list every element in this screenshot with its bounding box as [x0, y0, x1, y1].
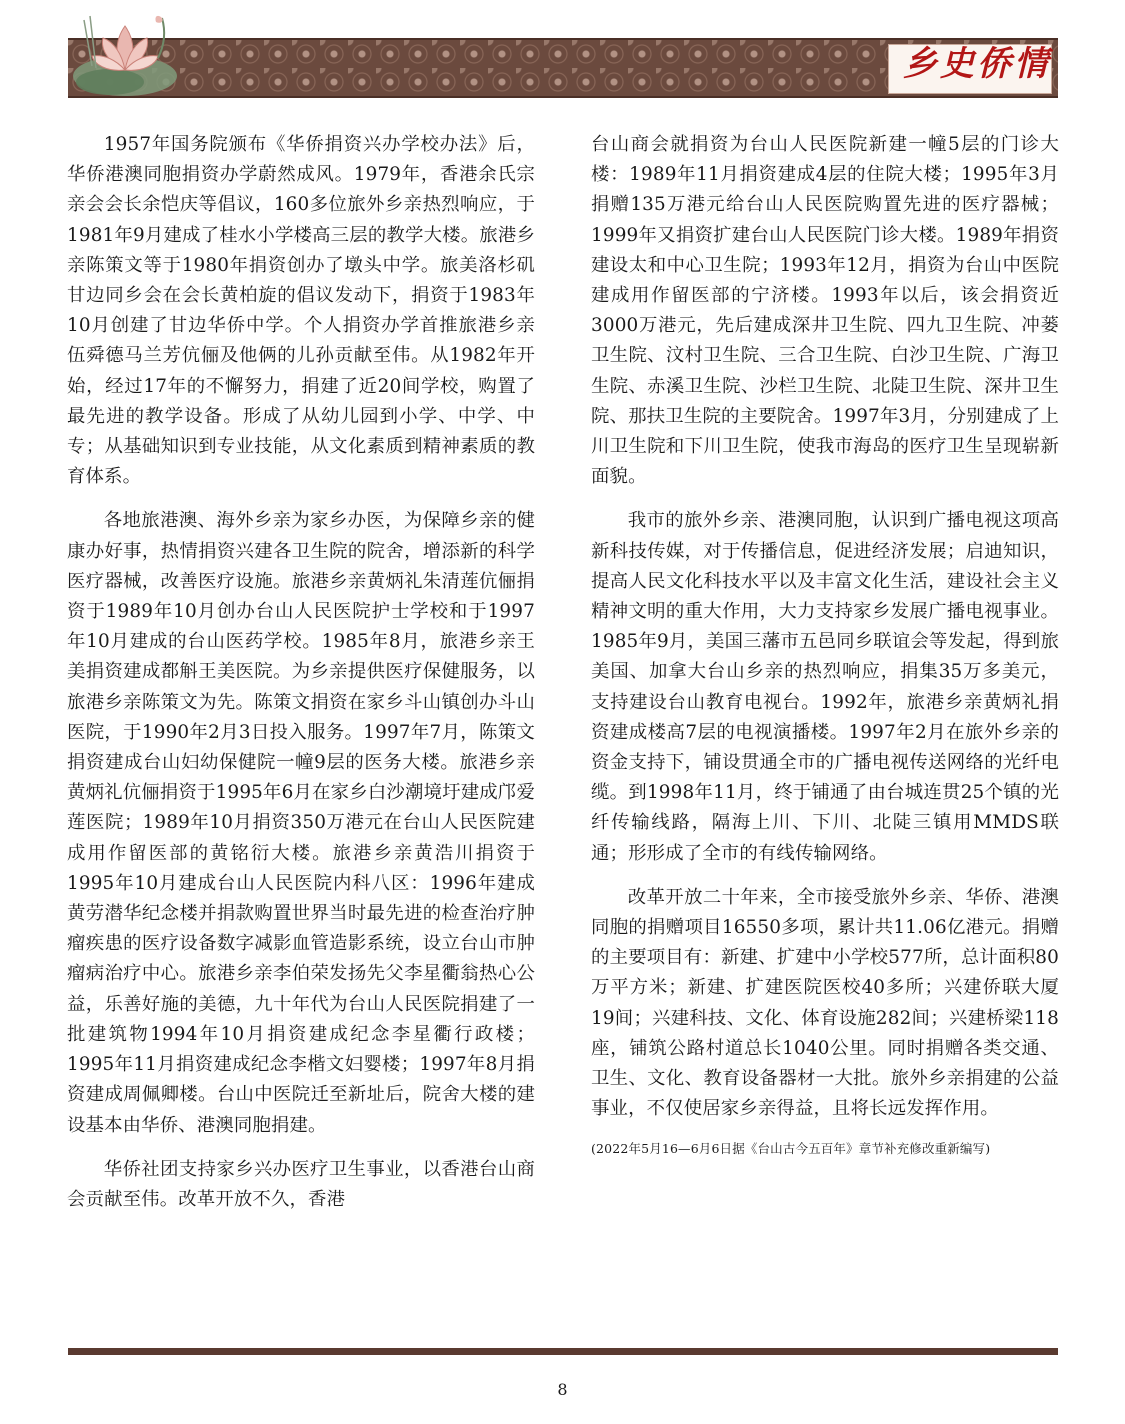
paragraph: 各地旅港澳、海外乡亲为家乡办医，为保障乡亲的健康办好事，热情捐资兴建各卫生院的院舍，增添新的科学医疗器械，改善医疗设施。旅港乡亲黄炳礼朱清莲伉俪捐资于1989年10月创办台山人民医院护士学校和于1997年10月建成的台山医药学校。1985年8月，旅港乡亲王美捐资建成都斛王美医院。为乡亲提供医疗保健服务，以旅港乡亲陈策文为先。陈策文捐资在家乡斗山镇创办斗山医院，于1990年2月3日投入服务。1997年7月，陈策文捐资建成台山妇幼保健院一幢9层的医务大楼。旅港乡亲黄炳礼伉俪捐资于1995年6月在家乡白沙潮境圩建成邝爱莲医院；1989年10月捐资350万港元在台山人民医院建成用作留医部的黄铭衍大楼。旅港乡亲黄浩川捐资于1995年10月建成台山人民医院内科八区：1996年建成黄劳潜华纪念楼并捐款购置世界当时最先进的检查治疗肿瘤疾患的医疗设备数字减影血管造影系统，设立台山市肿瘤病治疗中心。旅港乡亲李伯荣发扬先父李星衢翁热心公益，乐善好施的美德，九十年代为台山人民医院捐建了一批建筑物1994年10月捐资建成纪念李星衢行政楼；1995年11月捐资建成纪念李楷文妇婴楼；1997年8月捐资建成周佩卿楼。台山中医院迁至新址后，院舍大楼的建设基本由华侨、港澳同胞捐建。	[67, 510, 535, 1136]
paragraph: 1957年国务院颁布《华侨捐资兴办学校办法》后，华侨港澳同胞捐资办学蔚然成风。1979年，香港余氏宗亲会会长余恺庆等倡议，160多位旅外乡亲热烈响应，于1981年9月建成了桂水小学楼高三层的教学大楼。旅港乡亲陈策文等于1980年捐资创办了墩头中学。旅美洛杉矶甘边同乡会在会长黄柏旋的倡议发动下，捐资于1983年10月创建了甘边华侨中学。个人捐资办学首推旅港乡亲伍舜德马兰芳伉俪及他俩的儿孙贡献至伟。从1982年开始，经过17年的不懈努力，捐建了近20间学校，购置了最先进的教学设备。形成了从幼儿园到小学、中学、中专；从基础知识到专业技能，从文化素质到精神素质的教育体系。	[67, 134, 535, 488]
paragraph-continued: 台山商会就捐资为台山人民医院新建一幢5层的门诊大楼：1989年11月捐资建成4层的住院大楼；1995年3月捐赠135万港元给台山人民医院购置先进的医疗器械；1999年又捐资扩建台山人民医院门诊大楼。1989年捐资建设太和中心卫生院；1993年12月，捐资为台山中医院建成用作留医部的宁济楼。1993年以后，该会捐资近3000万港元，先后建成深井卫生院、四九卫生院、冲蒌卫生院、汶村卫生院、三合卫生院、白沙卫生院、广海卫生院、赤溪卫生院、沙栏卫生院、北陡卫生院、深井卫生院、那扶卫生院的主要院舍。1997年3月，分别建成了上川卫生院和下川卫生院，使我市海岛的医疗卫生呈现崭新面貌。	[591, 134, 1059, 488]
paragraph: 华侨社团支持家乡兴办医疗卫生事业，以香港台山商会贡献至伟。改革开放不久，香港	[67, 1158, 535, 1210]
footer-rule	[68, 1348, 1058, 1355]
left-column	[67, 130, 535, 1229]
header-banner	[68, 38, 1058, 98]
section-title: 乡史侨情	[903, 44, 1051, 84]
paragraph: 我市的旅外乡亲、港澳同胞，认识到广播电视这项高新科技传媒，对于传播信息，促进经济发展；启迪知识，提高人民文化科技水平以及丰富文化生活，建设社会主义精神文明的重大作用，大力支持家乡发展广播电视事业。1985年9月，美国三藩市五邑同乡联谊会等发起，得到旅美国、加拿大台山乡亲的热烈响应，捐集35万多美元，支持建设台山教育电视台。1992年，旅港乡亲黄炳礼捐资建成楼高7层的电视演播楼。1997年2月在旅外乡亲的资金支持下，铺设贯通全市的广播电视传送网络的光纤电缆。到1998年11月，终于铺通了由台城连贯25个镇的光纤传输线路，隔海上川、下川、北陡三镇用MMDS联通；形形成了全市的有线传输网络。	[591, 510, 1059, 864]
paragraph: 改革开放二十年来，全市接受旅外乡亲、华侨、港澳同胞的捐赠项目16550多项，累计共11.06亿港元。捐赠的主要项目有：新建、扩建中小学校577所，总计面积80万平方米；新建、扩建医院医校40多所；兴建侨联大厦19间；兴建科技、文化、体育设施282间；兴建桥梁118座，铺筑公路村道总长1040公里。同时捐赠各类交通、卫生、文化、教育设备器材一大批。旅外乡亲捐建的公益事业，不仅使居家乡亲得益，且将长远发挥作用。	[591, 886, 1059, 1120]
page-number: 8	[557, 1380, 568, 1399]
lotus-flower-icon	[70, 8, 200, 108]
right-column	[591, 130, 1059, 1173]
source-note: (2022年5月16—6月6日据《台山古今五百年》章节补充修改重新编写)	[591, 1140, 991, 1156]
